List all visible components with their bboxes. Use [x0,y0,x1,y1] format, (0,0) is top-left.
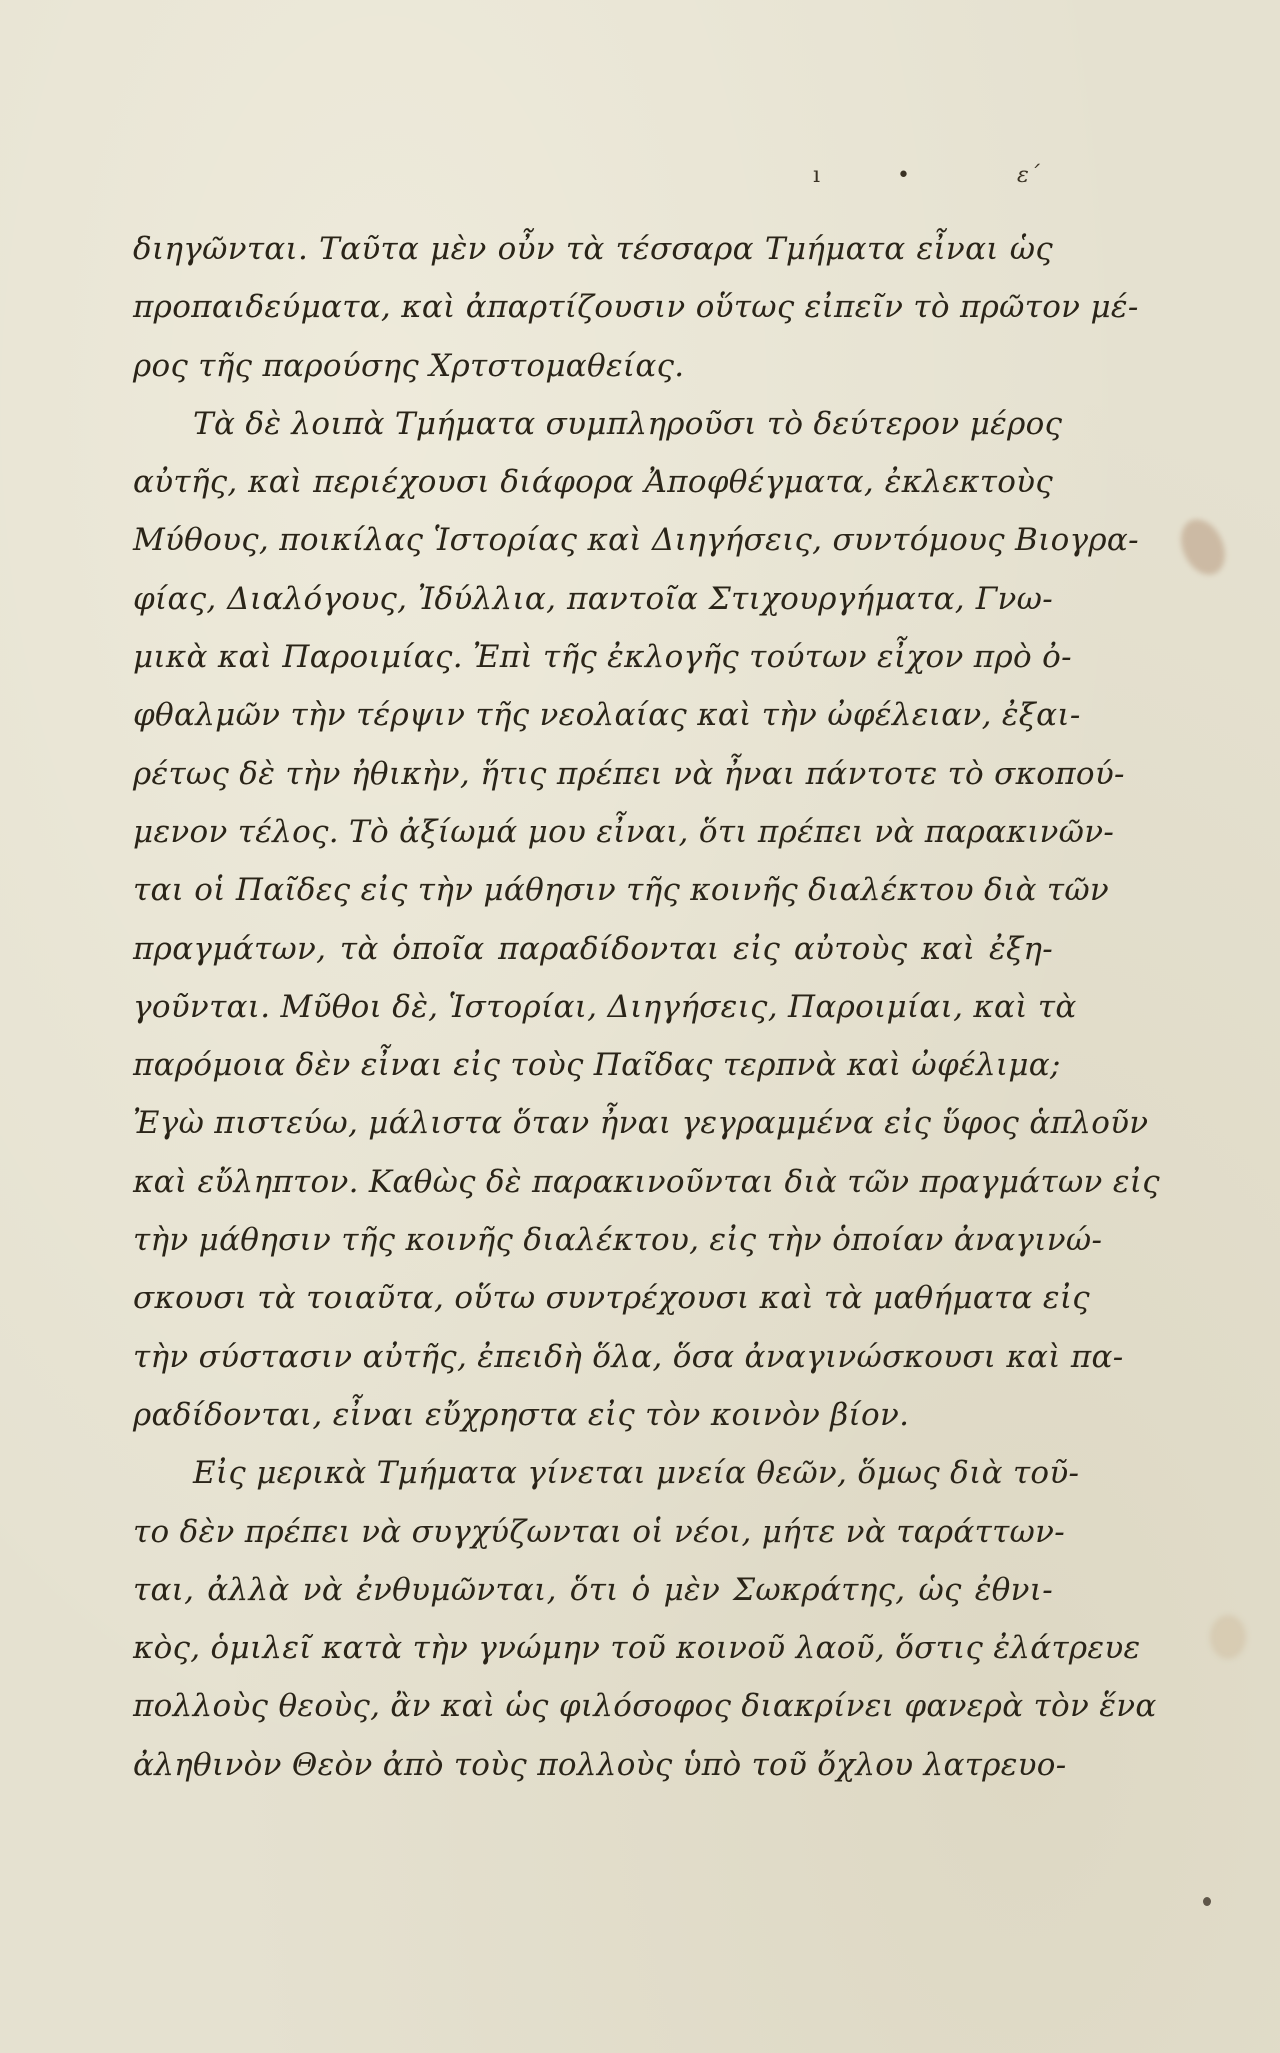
text-line: μενον τέλος. Τὸ ἀξίωμά μου εἶναι, ὅτι πρέπει νὰ παρακινῶν- [133,813,1115,850]
text-line: αὐτῆς, καὶ περιέχουσι διάφορα Ἀποφθέγματα, ἐκλεκτοὺς [133,464,1053,501]
text-line: Εἰς μερικὰ Τμήματα γίνεται μνεία θεῶν, ὅμως διὰ τοῦ- [193,1455,1080,1492]
text-line: Ἐγὼ πιστεύω, μάλιστα ὅταν ἦναι γεγραμμένα εἰς ὕφος ἁπλοῦν [133,1105,1149,1142]
page-stain [1210,1615,1246,1659]
text-line: καὶ εὔληπτον. Καθὼς δὲ παρακινοῦνται διὰ τῶν πραγμάτων εἰς [133,1163,1160,1200]
text-line: προπαιδεύματα, καὶ ἀπαρτίζουσιν οὕτως εἰπεῖν τὸ πρῶτον μέ- [133,289,1139,326]
text-line: φίας, Διαλόγους, Ἰδύλλια, παντοῖα Στιχουργήματα, Γνω- [133,580,1053,617]
text-line: τὴν σύστασιν αὐτῆς, ἐπειδὴ ὅλα, ὅσα ἀναγινώσκουσι καὶ πα- [133,1338,1124,1375]
page-header [805,163,1040,199]
text-line: ραδίδονται, εἶναι εὔχρηστα εἰς τὸν κοινὸν βίον. [133,1396,910,1433]
text-line: ἀληθινὸν Θεὸν ἀπὸ τοὺς πολλοὺς ὑπὸ τοῦ ὄχλου λατρευο- [133,1746,1067,1783]
body-text [133,220,1160,1794]
text-line: φθαλμῶν τὴν τέρψιν τῆς νεολαίας καὶ τὴν ὠφέλειαν, ἐξαι- [133,697,1081,734]
header-mark: ı [813,163,821,188]
text-line: παρόμοια δὲν εἶναι εἰς τοὺς Παῖδας τερπνὰ καὶ ὠφέλιμα; [133,1047,1061,1084]
text-line: σκουσι τὰ τοιαῦτα, οὕτω συντρέχουσι καὶ τὰ μαθήματα εἰς [133,1280,1090,1317]
text-line: γοῦνται. Μῦθοι δὲ, Ἱστορίαι, Διηγήσεις, Παροιμίαι, καὶ τὰ [133,988,1077,1025]
text-line: μικὰ καὶ Παροιμίας. Ἐπὶ τῆς ἐκλογῆς τούτων εἶχον πρὸ ὀ- [133,639,1072,676]
text-line: Τὰ δὲ λοιπὰ Τμήματα συμπληροῦσι τὸ δεύτερον μέρος [193,405,1063,442]
text-line: ται οἱ Παῖδες εἰς τὴν μάθησιν τῆς κοινῆς διαλέκτου διὰ τῶν [133,872,1110,909]
text-line: κὸς, ὁμιλεῖ κατὰ τὴν γνώμην τοῦ κοινοῦ λαοῦ, ὅστις ἐλάτρευε [133,1630,1141,1667]
text-line: διηγῶνται. Ταῦτα μὲν οὖν τὰ τέσσαρα Τμήματα εἶναι ὡς [133,231,1053,267]
ink-spot [1203,1897,1211,1906]
text-line: ρέτως δὲ τὴν ἠθικὴν, ἥτις πρέπει νὰ ἦναι πάντοτε τὸ σκοπού- [133,755,1125,792]
text-line: ται, ἀλλὰ νὰ ἐνθυμῶνται, ὅτι ὁ μὲν Σωκράτης, ὡς ἐθνι- [133,1571,1053,1608]
text-line: Μύθους, ποικίλας Ἱστορίας καὶ Διηγήσεις, συντόμους Βιογρα- [133,522,1139,559]
text-line: πολλοὺς θεοὺς, ἂν καὶ ὡς φιλόσοφος διακρίνει φανερὰ τὸν ἕνα [133,1688,1157,1725]
page-number: ε΄ [1017,163,1040,188]
text-line: ρος τῆς παρούσης Χρτστομαθείας. [133,347,685,384]
text-line: τὴν μάθησιν τῆς κοινῆς διαλέκτου, εἰς τὴν ὁποίαν ἀναγινώ- [133,1222,1103,1259]
page-stain [1173,512,1234,581]
header-mark: • [897,163,910,188]
text-line: το δὲν πρέπει νὰ συγχύζωνται οἱ νέοι, μήτε νὰ ταράττων- [133,1513,1066,1550]
text-line: πραγμάτων, τὰ ὁποῖα παραδίδονται εἰς αὐτοὺς καὶ ἐξη- [133,930,1053,967]
